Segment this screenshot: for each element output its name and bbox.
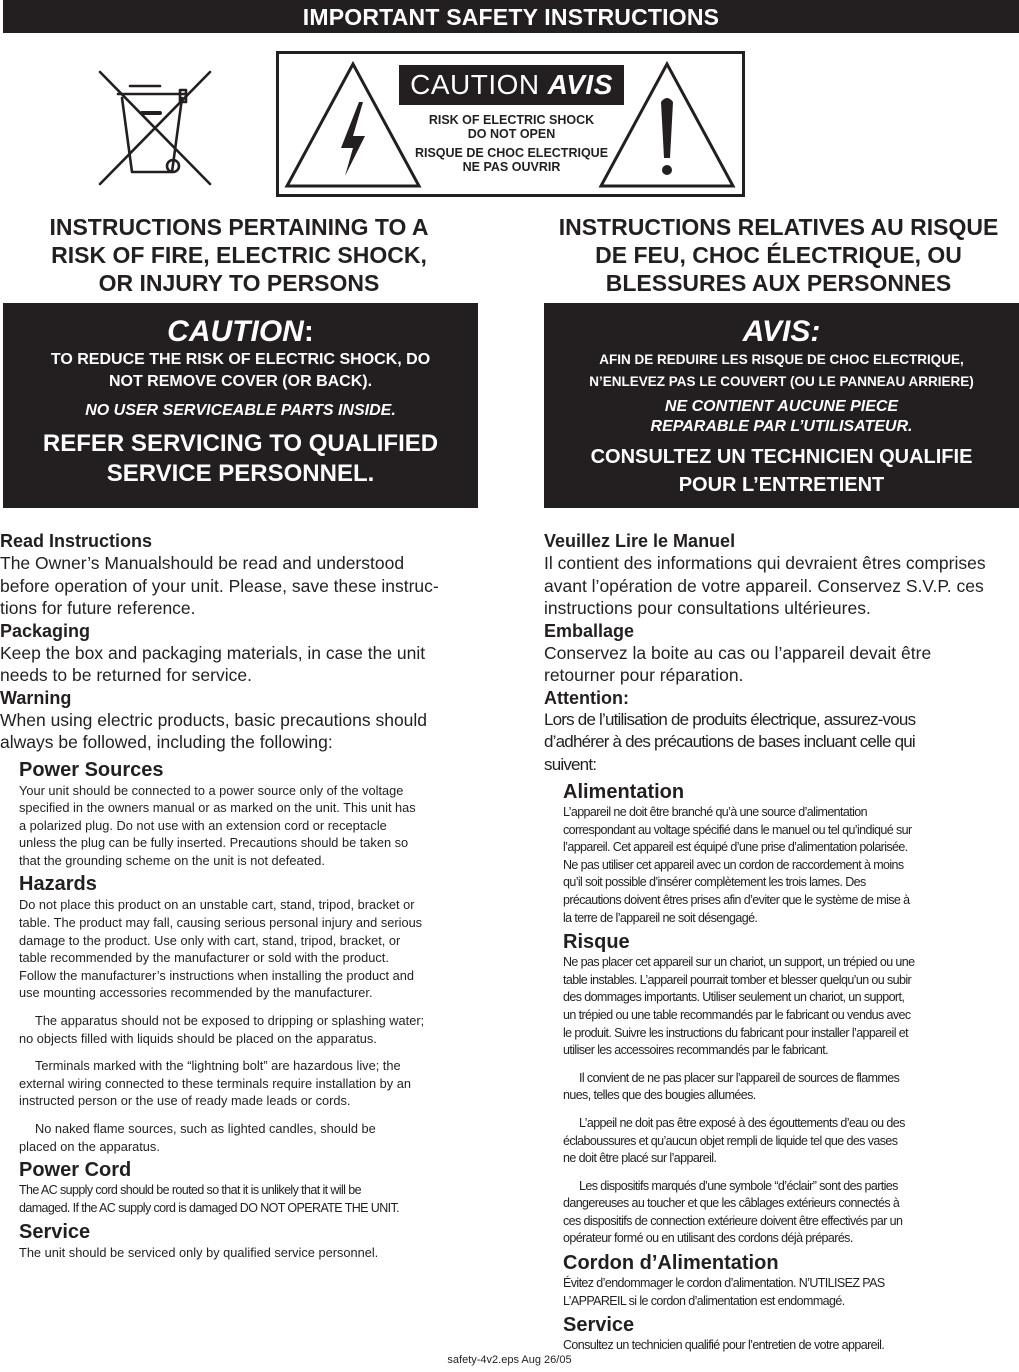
fr-heading-line: BLESSURES AUX PERSONNES [605, 270, 952, 296]
fr-hazards-body: Ne pas placer cet appareil sur un chariot, un support, un trépied ou une table instables. L’appareil pourrait tomber et blesser quelqu’un ou subir des dommages importants. Utiliser seulement un chariot, un support, un trépied ou une table recommandés par le fabricant ou vendus avec le produit. Suivre les instructions du fabricant pour installer l’appareil et utiliser les accessoires recommandés par le fabricant. [563, 955, 915, 1058]
en-hazards-title: Hazards [19, 873, 97, 896]
caution-label-line3: RISQUE DE CHOC ELECTRIQUE [414, 146, 609, 160]
fr-service-body: Consultez un technicien qualifié pour l’entretien de votre appareil. [563, 1338, 885, 1353]
en-hazards-p4: No naked flame sources, such as lighted candles, should be placed on the apparatus. [19, 1121, 376, 1154]
fr-avis-line6: POUR L’ENTRETIENT [678, 474, 885, 496]
en-cord-title: Power Cord [19, 1159, 132, 1182]
en-hazards-body: Do not place this product on an unstable cart, stand, tripod, bracket or table. The product may fall, causing serious personal injury and serious damage to the product. Use only with cart, stand, tripod, bracket, or table recommended by the manufacturer or sold with the product. Follow the manufacturer’s instructions when installing the product and use mounting accessories recommended by the manufacturer. [19, 897, 423, 1001]
fr-service-title: Service [563, 1314, 635, 1337]
fr-packaging-body: Conservez la boite au cas ou l’appareil devait être retourner pour réparation. [544, 642, 932, 685]
fr-cord-title: Cordon d’Alimentation [563, 1252, 779, 1275]
fr-avis-line2: N’ENLEVEZ PAS LE COUVERT (OU LE PANNEAU ARRIERE) [589, 374, 974, 389]
caution-label-line1: RISK OF ELECTRIC SHOCK [428, 113, 595, 127]
caution-label [276, 51, 745, 197]
caution-word: CAUTION [410, 69, 540, 100]
en-packaging-title: Packaging [0, 620, 91, 641]
fr-avis-line5: CONSULTEZ UN TECHNICIEN QUALIFIE [590, 446, 973, 468]
page-banner: IMPORTANT SAFETY INSTRUCTIONS [3, 0, 1019, 33]
en-caution-line3: NO USER SERVICEABLE PARTS INSIDE. [85, 402, 396, 419]
en-caution-line5: SERVICE PERSONNEL. [106, 460, 375, 487]
fr-hazards-p2: Il convient de ne pas placer sur l’appareil de sources de flammes nues, telles que des bougies allumées. [563, 1070, 900, 1103]
en-caution-line1: TO REDUCE THE RISK OF ELECTRIC SHOCK, DO [50, 351, 431, 368]
fr-heading-line: INSTRUCTIONS RELATIVES AU RISQUE [558, 214, 999, 240]
fr-power-title: Alimentation [563, 781, 685, 803]
en-power-body: Your unit should be connected to a power source only of the voltage specified in the owners manual or as marked on the unit. This unit has a polarized plug. Do not use with an extension cord or receptacle unless the plug can be fully inserted. Precautions should be taken so that the grounding scheme on the unit is not defeated. [19, 782, 416, 868]
en-hazards-p3: Terminals marked with the “lightning bolt” are hazardous live; the external wiring connected to these terminals require installation by an instructed person or the use of ready made leads or cords. [19, 1058, 411, 1109]
en-warning-body: When using electric products, basic precautions should always be followed, including the following: [0, 709, 428, 752]
en-caution-line4: REFER SERVICING TO QUALIFIED [42, 430, 439, 457]
en-warning-title: Warning [0, 687, 72, 708]
fr-avis-line1: AFIN DE REDUIRE LES RISQUE DE CHOC ELECTRIQUE, [599, 352, 964, 367]
file-footer: safety-4v2.eps Aug 26/05 [447, 1354, 572, 1366]
fr-read-body: Il contient des informations qui devraient êtres comprises avant l’opération de votre appareil. Conservez S.V.P. ces instructions pour consultations ultérieures. [544, 553, 986, 618]
caution-label-title [399, 65, 624, 105]
en-caution-line2: NOT REMOVE COVER (OR BACK). [108, 373, 373, 390]
caution-label-line4: NE PAS OUVRIR [462, 160, 561, 174]
en-column [0, 530, 480, 1262]
en-heading-line: OR INJURY TO PERSONS [98, 270, 380, 296]
fr-heading-line: DE FEU, CHOC ÉLECTRIQUE, OU [595, 242, 962, 268]
fr-avis-title: AVIS: [742, 315, 821, 348]
en-packaging-body: Keep the box and packaging materials, in case the unit needs to be returned for service. [0, 642, 426, 685]
avis-word: AVIS [547, 69, 613, 100]
fr-cord-body: Évitez d’endommager le cordon d’alimentation. N’UTILISEZ PAS L’APPAREIL si le cordon d’alimentation est endommagé. [563, 1276, 885, 1308]
fr-hazards-title: Risque [563, 931, 630, 954]
fr-column [544, 530, 1019, 1355]
fr-avis-box [544, 303, 1019, 508]
en-service-body: The unit should be serviced only by qualified service personnel. [19, 1245, 379, 1261]
fr-heading [538, 213, 1019, 297]
fr-power-body: L’appareil ne doit être branché qu’à une source d’alimentation correspondant au voltage spécifié dans le manuel ou tel qu’indiqué sur l’appareil. Cet appareil est équipé d’une prise d’alimentation polarisée. Ne pas utiliser cet appareil avec un cordon de raccordement à moins qu’il soit possible d’insérer complètement les trois lames. Des précautions doivent êtres prises afin d’eviter que le système de mise à la terre de l’appareil ne soit désengagé. [563, 805, 912, 925]
en-read-title: Read Instructions [0, 531, 153, 551]
fr-packaging-title: Emballage [544, 620, 635, 641]
en-cord-body: The AC supply cord should be routed so that it is unlikely that it will be damaged. If the AC supply cord is damaged DO NOT OPERATE THE UNIT. [19, 1183, 400, 1215]
fr-warning-body: Lors de l’utilisation de produits électrique, assurez-vous d’adhérer à des précautions de bases incluant celle qui suivent: [544, 709, 916, 774]
fr-hazards-p3: L’appeil ne doit pas être exposé à des égouttements d’eau ou des éclaboussures et qu’aucun objet rempli de liquide tel que des vases ne doit être placé sur l’appareil. [563, 1115, 905, 1166]
caution-label-line2: DO NOT OPEN [467, 127, 556, 141]
en-read-body: The Owner’s Manualshould be read and understood before operation of your unit. Please, save these instruc- tions for future reference. [0, 553, 439, 618]
crossed-out-bin-icon [96, 68, 214, 188]
en-heading [0, 213, 478, 297]
fr-read-title: Veuillez Lire le Manuel [544, 531, 736, 551]
en-caution-title: CAUTION: [167, 315, 314, 348]
en-heading-line: RISK OF FIRE, ELECTRIC SHOCK, [51, 242, 427, 268]
en-power-title: Power Sources [19, 758, 164, 781]
en-heading-line: INSTRUCTIONS PERTAINING TO A [49, 214, 429, 240]
en-caution-box [3, 303, 478, 508]
en-hazards-p2: The apparatus should not be exposed to dripping or splashing water; no objects filled with liquids should be placed on the apparatus. [19, 1013, 425, 1046]
fr-warning-title: Attention: [544, 687, 629, 708]
en-service-title: Service [19, 1221, 91, 1244]
fr-avis-line3: NE CONTIENT AUCUNE PIECE [664, 398, 899, 415]
fr-hazards-p4: Les dispositifs marqués d’une symbole “d’éclair” sont des parties dangereuses au toucher et que les câblages extérieurs connectés à ces dispositifs de connection extérieure doivent être effectivés par un opérateur formé ou en utilisant des cordons déjà préparés. [563, 1178, 903, 1246]
fr-avis-line4: REPARABLE PAR L’UTILISATEUR. [650, 418, 913, 435]
